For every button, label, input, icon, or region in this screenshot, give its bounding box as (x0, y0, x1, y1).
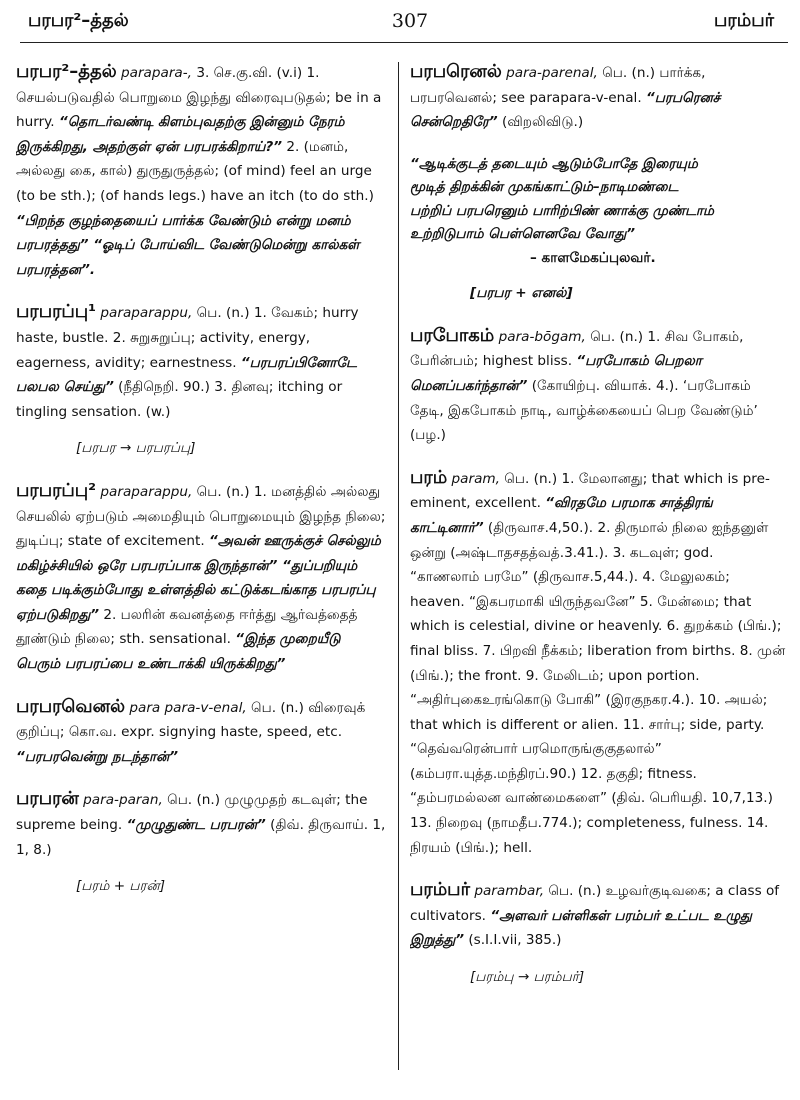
entry-headword: பரபரன் (16, 788, 79, 810)
entry-definition: பெ. (n.) உழவர்குடிவகை; a class of cultivators. (410, 883, 780, 924)
dictionary-entry (410, 878, 786, 989)
running-header (20, 4, 780, 38)
entry-headword: பரம் (410, 466, 448, 488)
verse-line: மூடித் திறக்கின் முகங்காட்டும்–நாடிமண்டை (410, 179, 679, 196)
verse-line: உற்றிடுபாம் பெள்ளெனவே வோது” (410, 226, 635, 243)
verse-line: பற்றிப் பரபரெனும் பாரிற்பிண் ணாக்கு முண்டாம் (410, 202, 714, 219)
entry-transliteration: param, (451, 470, 500, 487)
entry-definition-continued: (கோயிற்பு. வியாக். 4.). ‘பரபோகம் தேடி, இகபோகம் நாடி, வாழ்க்கையைப் பெற வேண்டும்’ (பழ.) (410, 377, 758, 444)
entry-headword: பரபரெனல் (410, 61, 502, 82)
entry-definition: பெ. (n.) 1. மேலானது; that which is pre-eminent, excellent. (410, 470, 770, 512)
entry-definition-continued: 2. பலரின் கவனத்தை ஈர்த்து ஆர்வத்தைத் தூண்டும் நிலை; sth. sensational. (16, 606, 358, 648)
dictionary-entry (410, 60, 786, 135)
entry-quotation: “முழுதுண்ட பரபரன்” (126, 817, 266, 834)
entry-etymology: [பரம் + பரன்] (76, 878, 166, 895)
entry-definition-continued: (s.I.I.vii, 385.) (468, 932, 562, 949)
dictionary-entry (16, 787, 388, 898)
page-number: 307 (391, 10, 429, 32)
dictionary-entry (410, 324, 786, 448)
entry-definition-continued: 2. (மனம், அல்லது கை, கால்) துருதுருத்தல்; (of mind) feel an urge (to be sth.); (of hands legs.) have an itch (to do sth.) (16, 138, 374, 204)
entry-quotation: “அளவர் பள்ளிகள் பரம்பர் உட்பட உழுது இறுத்து” (410, 907, 752, 949)
dictionary-entry (16, 60, 388, 282)
entry-definition: பெ. (n.) 1. மனத்தில் அல்லது செயலில் ஏற்படும் அமைதியும் பொறுமையும் இழந்த நிலை; துடிப்பு; state of excitement. (16, 483, 386, 550)
left-column (16, 60, 388, 1088)
entry-quotation: “பரபரெனச் சென்றெதிரே” (410, 89, 721, 131)
entry-definition-continued: (விறலிவிடு.) (502, 114, 584, 131)
entry-quotation: “பிறந்த குழந்தையைப் பார்க்க வேண்டும் என்று மனம் பரபரத்தது” “ஓடிப் போய்விட வேண்டுமென்று கால்கள் பரபரத்தன”. (16, 212, 360, 278)
entry-headword: பரம்பர் (410, 879, 470, 901)
header-right-guide-word: பரம்பர் (714, 10, 774, 31)
dictionary-entry (16, 479, 388, 677)
dictionary-entry (16, 300, 388, 461)
header-left-guide-word: பரபர²–த்தல் (28, 10, 129, 31)
column-divider (398, 62, 399, 1070)
entry-transliteration: para-bōgam, (498, 328, 586, 345)
dictionary-entry (16, 695, 388, 770)
entry-quotation: “பரபரவென்று நடந்தான்” (16, 748, 179, 765)
entry-definition: பெ. (n.) முழுமுதற் கடவுள்; the supreme being. (16, 792, 368, 834)
entry-quotation: “தொடர்வண்டி கிளம்புவதற்கு இன்னும் நேரம் இருக்கிறது, அதற்குள் ஏன் பரபரக்கிறாய்?” (16, 114, 345, 155)
entry-quotation: “பரபரப்பினோடே பலபல செய்து” (16, 354, 357, 396)
entry-definition: பெ. (n.) பார்க்க, பரபரவெனல்; see parapara-v-enal. (410, 65, 706, 106)
entry-transliteration: para-paran, (83, 792, 163, 809)
entry-headword: பரபரப்பு² (16, 479, 97, 501)
entry-headword: பரபரவெனல் (16, 695, 126, 717)
dictionary-entry (410, 466, 786, 861)
entry-definition: 3. செ.கு.வி. (v.i) 1. செயல்படுவதில் பொறுமை இழந்து விரைவுபடுதல்; be in a hurry. (16, 65, 382, 131)
entry-quotation: “விரதமே பரமாக சாத்திரங் காட்டினார்” (410, 495, 713, 536)
entry-etymology: [பரபர + எனல்] (470, 285, 573, 302)
entry-headword: பரபோகம் (410, 324, 495, 346)
entry-transliteration: paraparappu, (100, 483, 193, 500)
verse-author: – காளமேகப்புலவர். (530, 249, 656, 266)
entry-definition-continued: (திருவாச.4,50.). 2. திருமால் நிலை ஐந்தனுள் ஒன்று (அஷ்டாதசதத்வத்.3.41.). 3. கடவுள்; god. “காணலாம் பரமே” (திருவாச.5,44.). 4. மேலுலகம்; heaven. “இகபரமாகி யிருந்தவனே” 5. மேன்மை; that which is celestial, divine or heavenly. 6. துறக்கம் (பிங்.); final bliss. 7. பிறவி நீக்கம்; liberation from births. 8. முன் (பிங்.); the front. 9. மேலிடம்; upon portion. “அதிர்புகைஉரங்கொடு போகி” (இரகுநகர.4.). 10. அயல்; that which is different or alien. 11. சார்பு; side, party. “தெவ்வரென்பார் பரமொருங்குகுதலால்” (கம்பரா.யுத்த.மந்திரப்.90.) 12. தகுதி; fitness. “தம்பரமல்லன வாண்மைகளை” (திவ். பெரியதி. 10,7,13.) 13. நிறைவு (நாமதீப.774.); completeness, fulness. 14. நிரயம் (பிங்.); hell. (410, 519, 786, 856)
entry-transliteration: parambar, (474, 883, 545, 900)
entry-quotation: “பரபோகம் பெறலா மெனப்பகர்ந்தான்” (410, 353, 702, 394)
entry-transliteration: parapara-, (121, 65, 192, 81)
entry-quotation: “அவன் ஊருக்குச் செல்லும் மகிழ்ச்சியில் ஒரே பரபரப்பாக இருந்தான்” “துப்பறியும் கதை படிக்கும்போது உள்ளத்தில் கட்டுக்கடங்காத பரபரப்பு ஏற்படுகிறது” (16, 533, 381, 623)
verse-quotation (410, 153, 786, 306)
entry-headword: பரபர²–த்தல் (16, 61, 117, 82)
entry-quotation: “இந்த முறையீடு பெரும் பரபரப்பை உண்டாக்கி யிருக்கிறது” (16, 631, 341, 673)
header-rule (20, 42, 788, 43)
entry-definition-continued: (நீதிநெறி. 90.) 3. தினவு; itching or tingling sensation. (w.) (16, 379, 343, 420)
entry-definition-continued: (திவ். திருவாய். 1, 1, 8.) (16, 817, 386, 858)
entry-transliteration: para-parenal, (506, 65, 598, 81)
entry-definition: பெ. (n.) 1. வேகம்; hurry haste, bustle. 2. சுறுசுறுப்பு; activity, energy, eagerness, avidity; earnestness. (16, 305, 359, 371)
entry-transliteration: para para-v-enal, (129, 699, 247, 716)
entry-transliteration: paraparappu, (100, 305, 193, 322)
entry-etymology: [பரம்பு → பரம்பர்] (470, 969, 585, 986)
entry-headword: பரபரப்பு¹ (16, 301, 97, 323)
verse-line: “ஆடிக்குடத் தடையும் ஆடும்போதே இரையும் (410, 155, 698, 172)
entry-definition: பெ. (n.) விரைவுக் குறிப்பு; கொ.வ. expr. signying haste, speed, etc. (16, 699, 366, 741)
right-column (410, 60, 786, 1088)
entry-etymology: [பரபர → பரபரப்பு] (76, 440, 196, 457)
entry-definition: பெ. (n.) 1. சிவ போகம், பேரின்பம்; highest bliss. (410, 328, 744, 370)
